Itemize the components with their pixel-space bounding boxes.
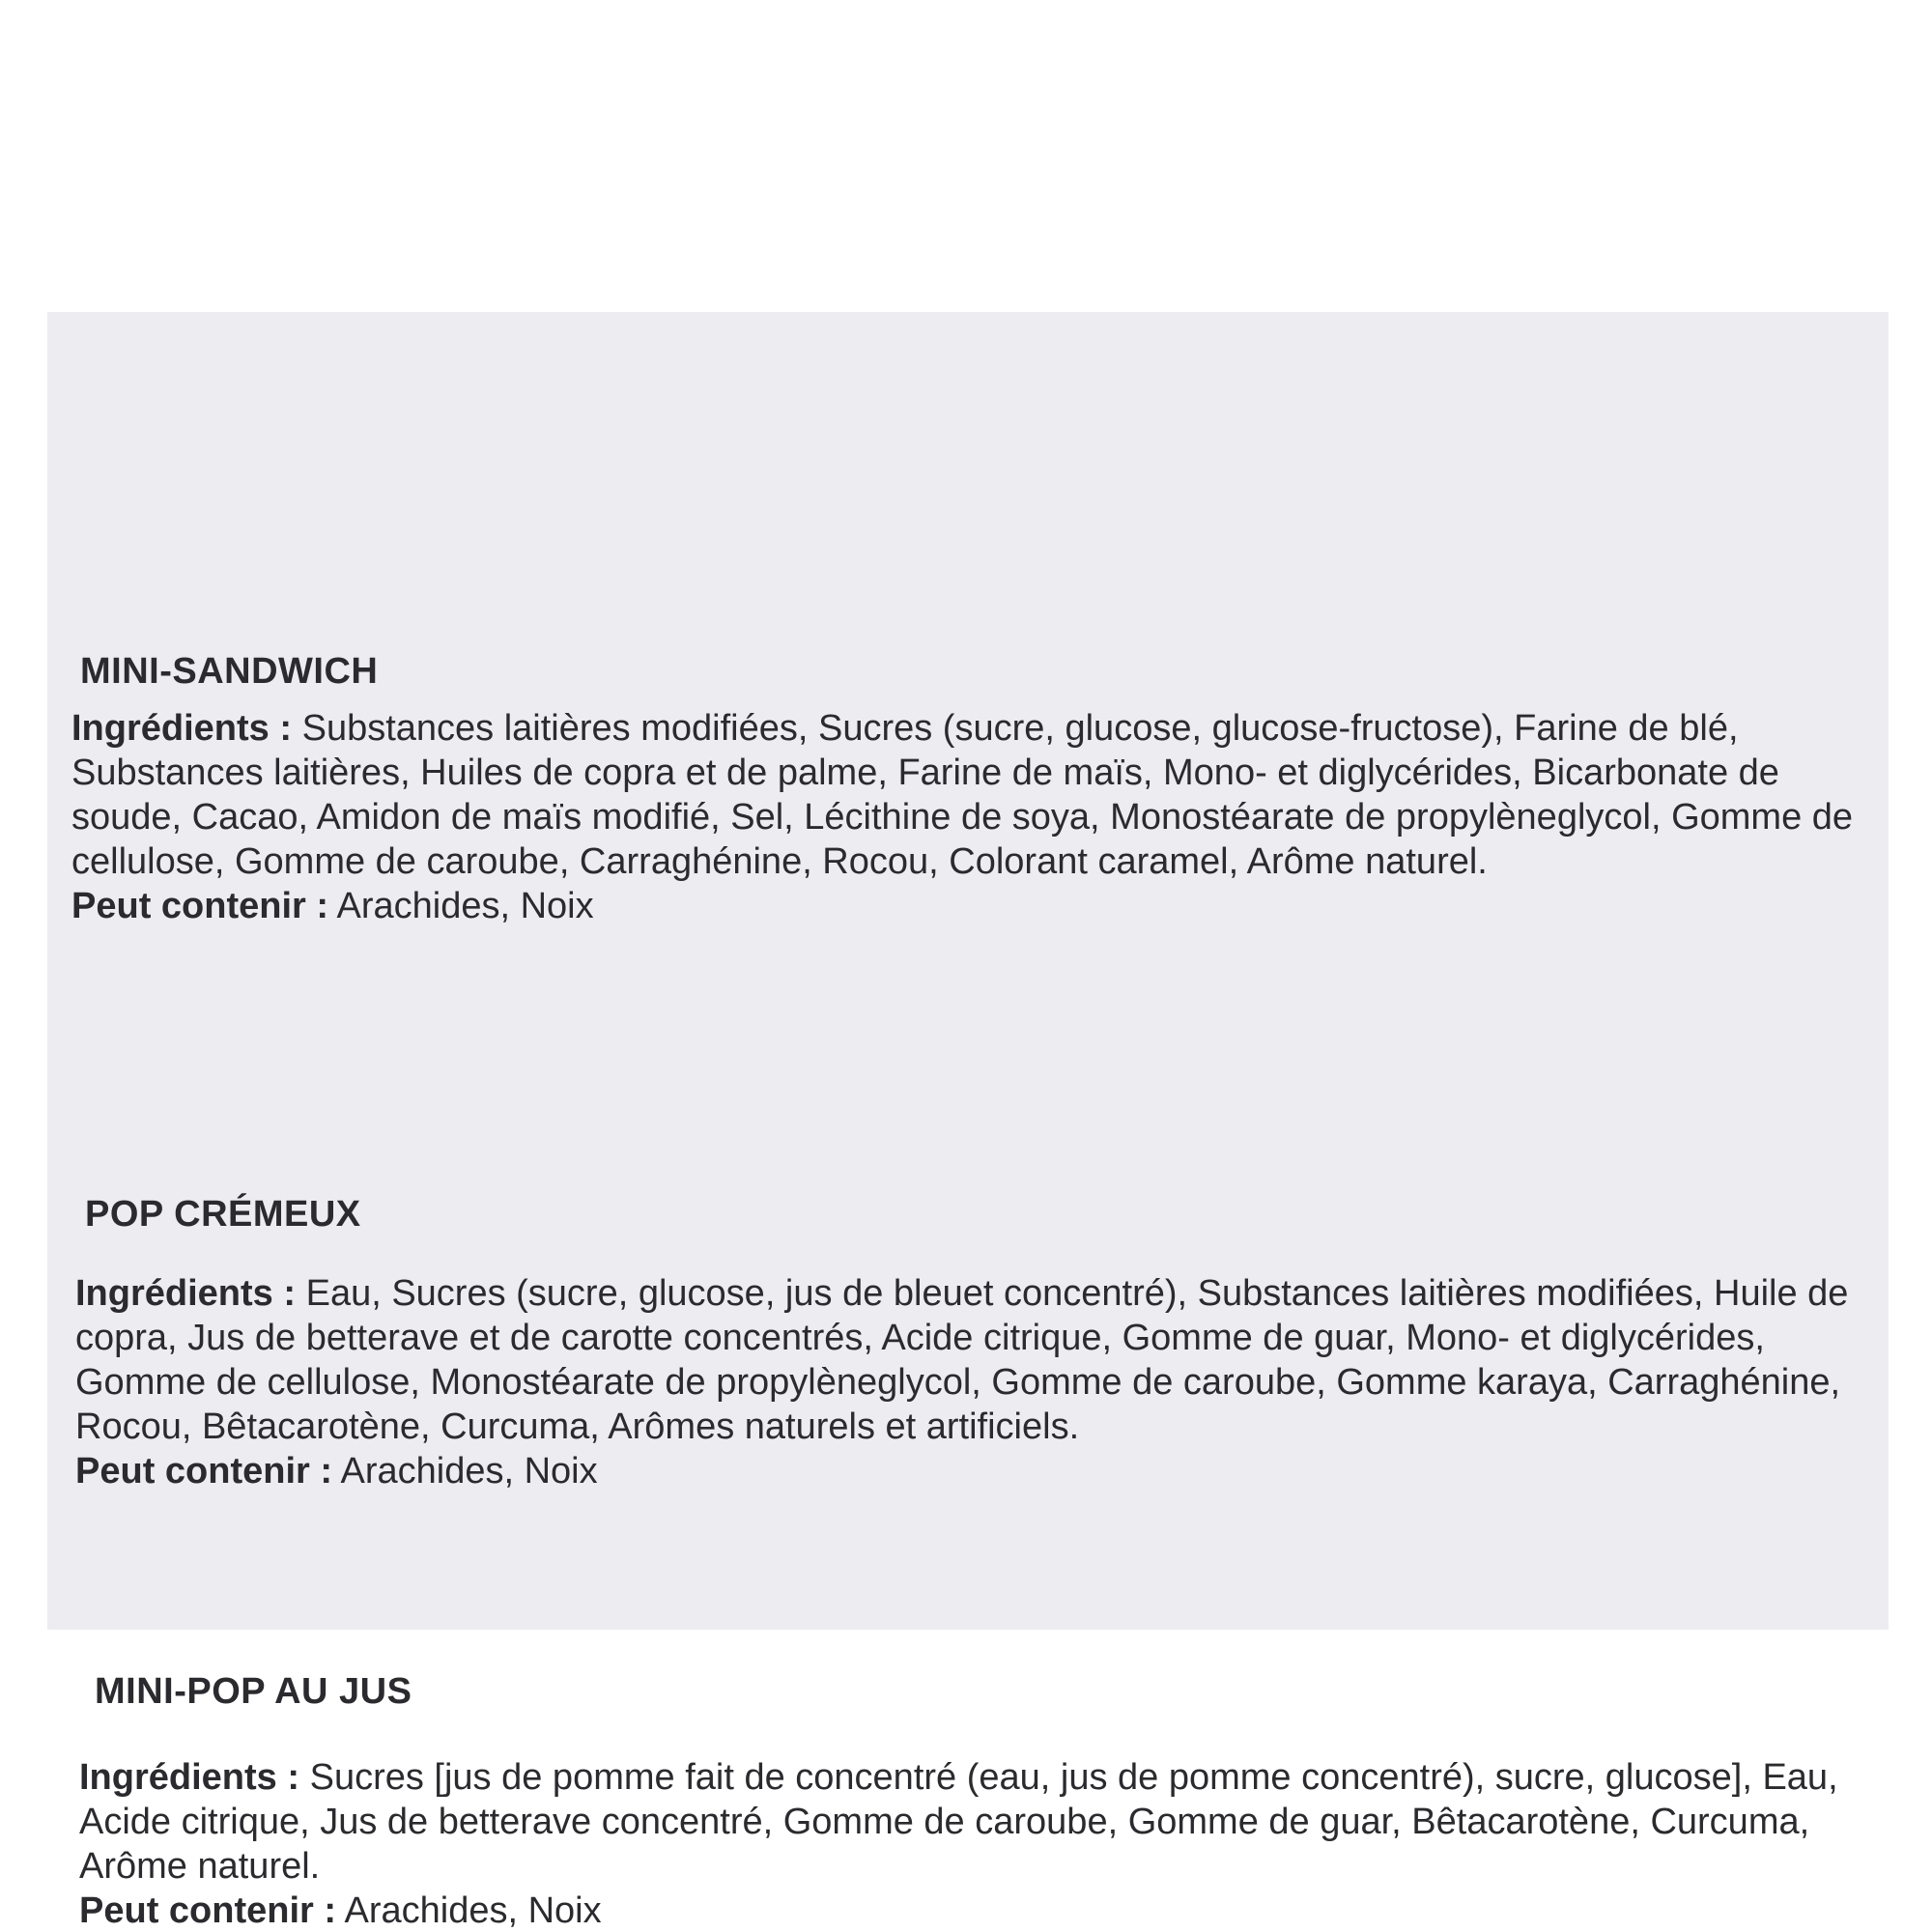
product-section-mini-pop-au-jus	[47, 312, 1889, 1931]
ingredients-block	[79, 1755, 1876, 1932]
ingredients-list: Substances laitières modifiées, Sucres (sucre, glucose, glucose-fructose), Farine de blé, Substances laitières, Huiles de copra et de palme, Farine de maïs, Mono- et diglycérides, Bicarbonate de soude, Cacao, Amidon de maïs modifié, Sel, Lécithine de soya, Monostéarate de propylèneglycol, Gomme de cellulose, Gomme de caroube, Carraghénine, Rocou, Colorant caramel, Arôme naturel.	[71, 708, 1854, 882]
product-title: POP CRÉMEUX	[85, 1194, 361, 1235]
may-contain-list: Arachides, Noix	[344, 1890, 602, 1931]
may-contain-label: Peut contenir :	[75, 1451, 333, 1492]
may-contain-label: Peut contenir :	[71, 886, 329, 926]
ingredients-label: Ingrédients :	[79, 1757, 300, 1798]
ingredients-panel	[47, 312, 1889, 1931]
may-contain-list: Arachides, Noix	[340, 1451, 598, 1492]
may-contain-label: Peut contenir :	[79, 1890, 337, 1931]
ingredients-list: Eau, Sucres (sucre, glucose, jus de bleuet concentré), Substances laitières modifiées, Huile de copra, Jus de betterave et de carotte concentrés, Acide citrique, Gomme de guar, Mono- et diglycérides, Gomme de cellulose, Monostéarate de propylèneglycol, Gomme de caroube, Gomme karaya, Carraghénine, Rocou, Bêtacarotène, Curcuma, Arômes naturels et artificiels.	[75, 1273, 1849, 1447]
product-title: MINI-POP AU JUS	[95, 1671, 412, 1712]
may-contain-line	[79, 1889, 1876, 1932]
ingredients-label: Ingrédients :	[75, 1273, 297, 1314]
may-contain-list: Arachides, Noix	[336, 886, 594, 926]
ingredients-list: Sucres [jus de pomme fait de concentré (eau, jus de pomme concentré), sucre, glucose], Eau, Acide citrique, Jus de betterave concentré, Gomme de caroube, Gomme de guar, Bêtacarotène, Curcuma, Arôme naturel.	[79, 1757, 1838, 1887]
product-title: MINI-SANDWICH	[80, 651, 379, 692]
ingredients-label: Ingrédients :	[71, 708, 293, 749]
